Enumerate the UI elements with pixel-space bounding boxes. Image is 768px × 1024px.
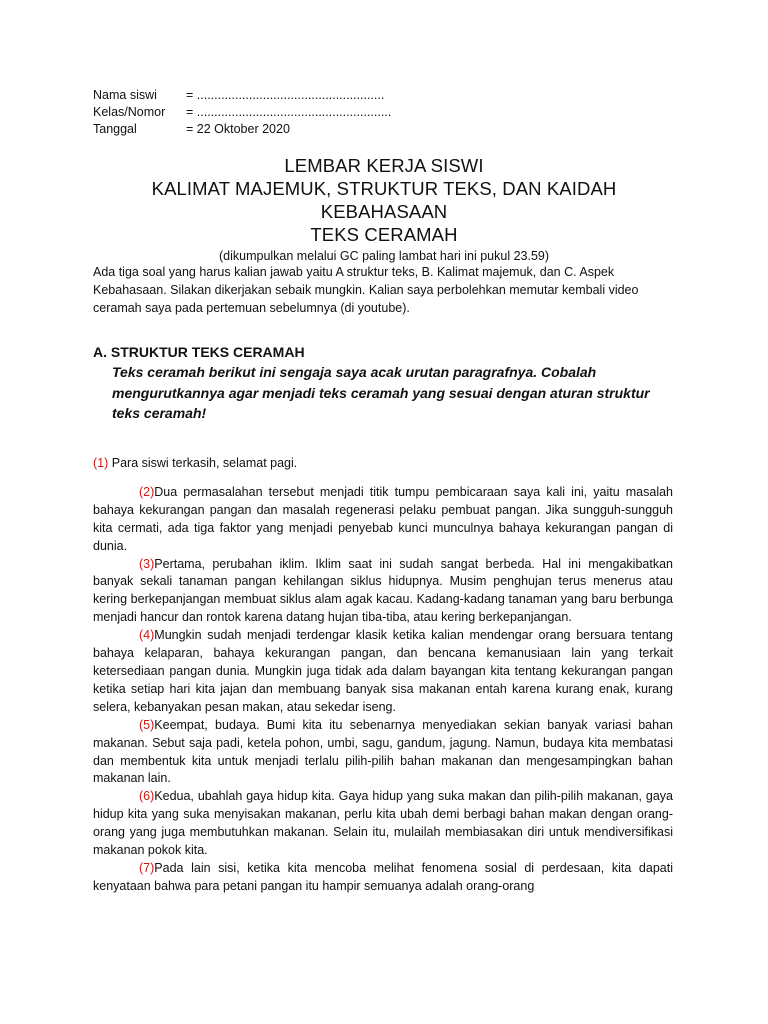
date-row: [93, 121, 391, 138]
intro-paragraph: Ada tiga soal yang harus kalian jawab yaitu A struktur teks, B. Kalimat majemuk, dan C. Aspek Kebahasaan. Silakan dikerjakan sebaik mungkin. Kalian saya perbolehkan memutar kembali video ceramah saya pada pertemuan sebelumnya (di youtube).: [93, 265, 639, 315]
paragraph-7: [93, 860, 673, 896]
section-a-instruction: Teks ceramah berikut ini sengaja saya acak urutan paragrafnya. Cobalah mengurutkannya agar menjadi teks ceramah yang sesuai dengan aturan struktur teks ceramah!: [112, 364, 650, 421]
student-name-label: Nama siswi: [93, 88, 157, 102]
paragraph-text: Kedua, ubahlah gaya hidup kita. Gaya hidup yang suka makan dan pilih-pilih makanan, gaya hidup kita yang suka menyisakan makanan, perlu kita ubah demi berbagi bahan makan dengan orang-orang yang juga membutuhkan makanan. Selain itu, mulailah membiasakan diri untuk mendiversifikasi makanan pokok kita.: [93, 789, 673, 858]
heading-line-1: LEMBAR KERJA SISWI: [284, 155, 484, 176]
date-value: = 22 Oktober 2020: [186, 122, 290, 136]
student-name-row: [93, 87, 391, 104]
paragraph-text: Pertama, perubahan iklim. Iklim saat ini sudah sangat berbeda. Hal ini mengakibatkan banyak sekali tanaman pangan kehilangan siklus hidupnya. Musim penghujan terus menerus atau kering berkepanjangan membuat siklus alam agak kacau. Kadang-kadang tanaman yang baru berbunga menjadi hancur dan rontok karena datang hujan tiba-tiba, atau kering berkepanjangan.: [93, 556, 673, 625]
paragraph-number: (4): [139, 628, 155, 643]
paragraph-1: [93, 455, 673, 473]
paragraph-text: Pada lain sisi, ketika kita mencoba melihat fenomena sosial di perdesaan, kita dapati kenyataan bahwa para petani pangan itu hampir semuanya adalah orang-orang: [93, 860, 673, 893]
paragraph-2: [93, 484, 673, 556]
student-name-value: = ......................................................: [186, 88, 385, 102]
paragraph-number: (2): [139, 484, 155, 499]
heading-line-2: KALIMAT MAJEMUK, STRUKTUR TEKS, DAN KAIDAH KEBAHASAAN: [151, 178, 617, 222]
class-number-value: = ........................................................: [186, 105, 392, 119]
paragraph-4: [93, 627, 673, 717]
paragraph-number: (6): [139, 789, 155, 804]
paragraph-number: (7): [139, 860, 155, 875]
paragraph-text: Dua permasalahan tersebut menjadi titik tumpu pembicaraan saya kali ini, yaitu masalah bahaya kekurangan pangan dan masalah regenerasi pelaku pembuat pangan. Jika sungguh-sungguh kita cermati, ada tiga faktor yang menjadi penyebab kunci munculnya bahaya kekurangan pangan di dunia.: [93, 484, 673, 553]
paragraph-3: [93, 556, 673, 628]
paragraph-list: [93, 455, 673, 896]
section-a-title: A. STRUKTUR TEKS CERAMAH: [93, 344, 305, 360]
paragraph-5: [93, 717, 673, 789]
heading-line-3: TEKS CERAMAH: [310, 224, 458, 245]
paragraph-text: Keempat, budaya. Bumi kita itu sebenarnya menyediakan sekian banyak variasi bahan makanan. Sebut saja padi, ketela pohon, umbi, sagu, gandum, jagung. Namun, budaya kita membatasi dan membentuk kita untuk menjadi terlalu pilih-pilih bahan makanan dan mengesampingkan bahan makanan lain.: [93, 717, 673, 786]
worksheet-heading: [90, 154, 678, 265]
paragraph-6: [93, 788, 673, 860]
class-number-row: [93, 104, 391, 121]
date-label: Tanggal: [93, 122, 137, 136]
paragraph-number: (5): [139, 717, 155, 732]
paragraph-text: Mungkin sudah menjadi terdengar klasik ketika kalian mendengar orang bersuara tentang bahaya kelaparan, bahaya kekurangan pangan, dan bencana kemanusiaan lain yang terkait ketersediaan pangan dunia. Mungkin juga tidak ada dalam bayangan kita tentang kekurangan pangan ketika setiap hari kita jajan dan membuang banyak sisa makanan entah karena kurang enak, kurang selera, kebanyakan pesan makan, atau sekedar iseng.: [93, 628, 673, 714]
submission-note: (dikumpulkan melalui GC paling lambat hari ini pukul 23.59): [218, 249, 550, 263]
student-info: [93, 87, 391, 138]
paragraph-number: (1): [93, 456, 109, 470]
paragraph-text: Para siswi terkasih, selamat pagi.: [108, 456, 298, 470]
paragraph-number: (3): [139, 556, 155, 571]
class-number-label: Kelas/Nomor: [93, 105, 166, 119]
